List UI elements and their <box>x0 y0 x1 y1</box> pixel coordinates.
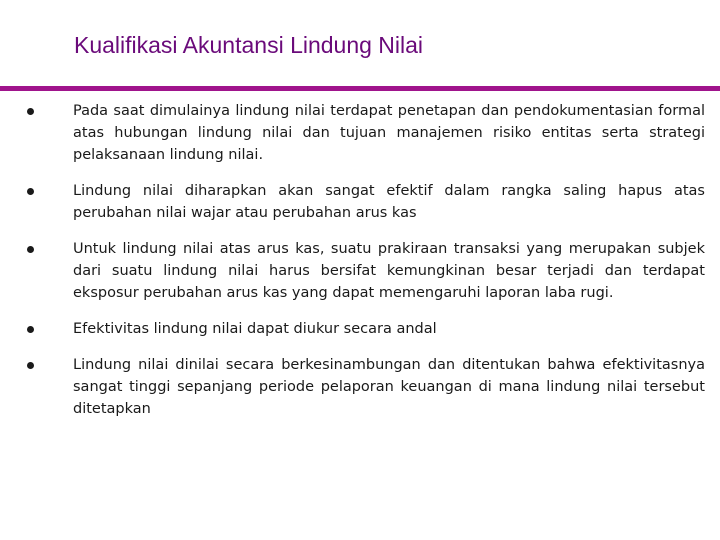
bullet-dot-icon <box>27 108 34 115</box>
bullet-text: Efektivitas lindung nilai dapat diukur secara andal <box>73 321 437 337</box>
bullet-item <box>0 180 720 224</box>
bullet-item <box>0 100 720 166</box>
title-divider <box>0 86 720 91</box>
bullet-dot-icon <box>27 246 34 253</box>
bullet-text: Untuk lindung nilai atas arus kas, suatu prakiraan transaksi yang merupakan subjek dari suatu lindung nilai harus bersifat kemungkinan besar terjadi dan terdapat eksposur perubahan arus kas yang dapat memengaruhi laporan laba rugi. <box>73 241 705 301</box>
bullet-item <box>0 238 720 304</box>
bullet-list <box>0 100 720 434</box>
bullet-text: Lindung nilai dinilai secara berkesinambungan dan ditentukan bahwa efektivitasnya sangat tinggi sepanjang periode pelaporan keuangan di mana lindung nilai tersebut ditetapkan <box>73 357 705 417</box>
bullet-text: Lindung nilai diharapkan akan sangat efektif dalam rangka saling hapus atas perubahan nilai wajar atau perubahan arus kas <box>73 183 705 221</box>
bullet-item <box>0 354 720 420</box>
bullet-dot-icon <box>27 188 34 195</box>
bullet-item <box>0 318 720 340</box>
bullet-dot-icon <box>27 362 34 369</box>
slide-title: Kualifikasi Akuntansi Lindung Nilai <box>74 32 424 58</box>
bullet-dot-icon <box>27 326 34 333</box>
bullet-text: Pada saat dimulainya lindung nilai terdapat penetapan dan pendokumentasian formal atas hubungan lindung nilai dan tujuan manajemen risiko entitas serta strategi pelaksanaan lindung nilai. <box>73 103 705 163</box>
